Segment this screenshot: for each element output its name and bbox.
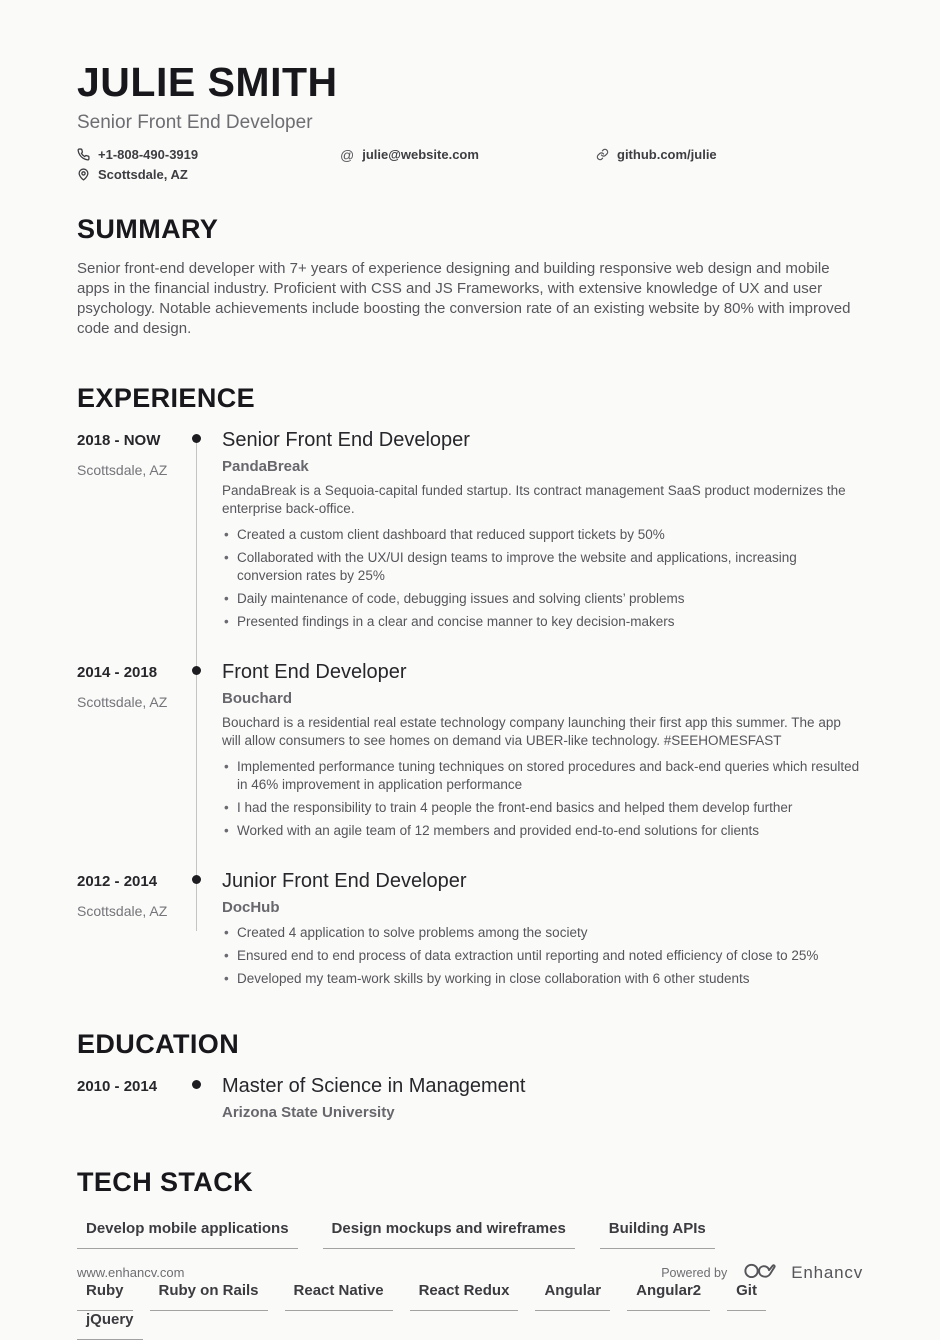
powered-by-label: Powered by <box>661 1265 728 1280</box>
tech-stack-heading: TECH STACK <box>77 1167 253 1198</box>
page-footer <box>77 1259 863 1286</box>
tech-tag: React Native <box>285 1282 393 1311</box>
tech-tag: Ruby on Rails <box>150 1282 268 1311</box>
summary-text: Senior front-end developer with 7+ years of experience designing and building responsive web design and mobile apps in the financial industry. Proficient with CSS and JS Frameworks, with extensive knowledge of UX and user psychology. Notable achievements include boosting the conversion rate of an existing website by 80% with improved code and design. <box>77 260 851 338</box>
bullet-item: • Implemented performance tuning techniques on stored procedures and back-end queries which resulted in 46% improvement in application performance <box>222 758 863 794</box>
skill-tag: Building APIs <box>600 1220 715 1249</box>
entry-location: Scottsdale, AZ <box>77 903 168 920</box>
footer-website-link[interactable]: www.enhancv.com <box>77 1265 185 1280</box>
experience-entry <box>77 428 863 660</box>
education-entry <box>77 1074 863 1121</box>
tech-stack-section <box>77 1167 863 1340</box>
tech-tag: React Redux <box>410 1282 519 1311</box>
experience-heading: EXPERIENCE <box>77 383 256 414</box>
entry-title: Junior Front End Developer <box>222 870 467 893</box>
bullet-item: • Ensured end to end process of data extraction until reporting and noted efficiency of close to 25% <box>222 947 863 965</box>
entry-description: Bouchard is a residential real estate technology company launching their first app this summer. The app will allow consumers to see homes on demand via UBER-like technology. #SEEHOMESFAST <box>222 715 841 749</box>
summary-heading: SUMMARY <box>77 214 219 245</box>
candidate-job-title: Senior Front End Developer <box>77 112 313 134</box>
entry-company: DocHub <box>222 899 280 917</box>
tech-tag: Angular <box>535 1282 610 1311</box>
entry-dates: 2014 - 2018 <box>77 664 158 682</box>
degree-title: Master of Science in Management <box>222 1075 526 1098</box>
bullet-item: • Created a custom client dashboard that reduced support tickets by 50% <box>222 526 863 544</box>
entry-location: Scottsdale, AZ <box>77 694 168 711</box>
entry-title: Senior Front End Developer <box>222 429 470 452</box>
timeline-marker <box>189 428 222 660</box>
entry-dates: 2018 - NOW <box>77 432 161 450</box>
bullet-item: • Developed my team-work skills by working in close collaboration with 6 other students <box>222 970 863 988</box>
bullet-item: • Presented findings in a clear and concise manner to key decision-makers <box>222 613 863 631</box>
experience-entry <box>77 660 863 869</box>
resume-header <box>77 60 863 182</box>
bullet-item: • Daily maintenance of code, debugging issues and solving clients’ problems <box>222 590 863 608</box>
timeline-marker <box>189 660 222 869</box>
contact-link[interactable] <box>596 147 863 162</box>
entry-dates: 2012 - 2014 <box>77 873 158 891</box>
location-icon <box>77 168 90 181</box>
entry-location: Scottsdale, AZ <box>77 462 168 479</box>
timeline-marker <box>189 1074 222 1121</box>
contact-location <box>77 167 340 182</box>
entry-description: PandaBreak is a Sequoia-capital funded startup. Its contract management SaaS product modernizes the enterprise back-office. <box>222 483 846 517</box>
entry-company: Bouchard <box>222 690 293 708</box>
entry-dates: 2010 - 2014 <box>77 1078 158 1096</box>
tech-tag: Ruby <box>77 1282 133 1311</box>
enhancv-branding[interactable] <box>661 1259 863 1286</box>
phone-number: +1-808-490-3919 <box>98 147 199 163</box>
candidate-name: JULIE SMITH <box>77 59 338 105</box>
education-section <box>77 1029 863 1121</box>
entry-company: PandaBreak <box>222 458 309 476</box>
entry-bullets <box>222 924 863 988</box>
email-icon: @ <box>340 146 355 163</box>
bullet-item: • Created 4 application to solve problems among the society <box>222 924 863 942</box>
timeline-marker <box>189 869 222 993</box>
email-address[interactable]: julie@website.com <box>362 147 479 163</box>
tech-stack-row-technologies <box>77 1282 863 1340</box>
bullet-item: • Collaborated with the UX/UI design teams to improve the website and applications, increasing conversion rates by 25% <box>222 549 863 585</box>
bullet-item: • Worked with an agile team of 12 members and provided end-to-end solutions for clients <box>222 822 863 840</box>
phone-icon <box>77 148 90 161</box>
entry-title: Front End Developer <box>222 661 407 684</box>
tech-tag: Angular2 <box>627 1282 710 1311</box>
bullet-item: • I had the responsibility to train 4 people the front-end basics and helped them develop further <box>222 799 863 817</box>
contact-info <box>77 147 863 182</box>
skill-tag: Develop mobile applications <box>77 1220 298 1249</box>
location-text: Scottsdale, AZ <box>98 167 188 183</box>
contact-phone <box>77 147 340 162</box>
tech-stack-row-skills <box>77 1220 863 1249</box>
link-icon <box>596 148 609 161</box>
enhancv-logo-icon <box>743 1259 779 1286</box>
skill-tag: Design mockups and wireframes <box>323 1220 575 1249</box>
experience-section <box>77 383 863 993</box>
entry-bullets <box>222 758 863 840</box>
enhancv-brand-name: Enhancv <box>791 1262 863 1282</box>
summary-section <box>77 214 863 339</box>
github-url[interactable]: github.com/julie <box>617 147 717 163</box>
school-name: Arizona State University <box>222 1104 395 1122</box>
experience-entry <box>77 869 863 993</box>
tech-tag: jQuery <box>77 1311 143 1340</box>
entry-bullets <box>222 526 863 631</box>
tech-tag: Git <box>727 1282 766 1311</box>
contact-email[interactable] <box>340 147 596 162</box>
education-heading: EDUCATION <box>77 1029 240 1060</box>
